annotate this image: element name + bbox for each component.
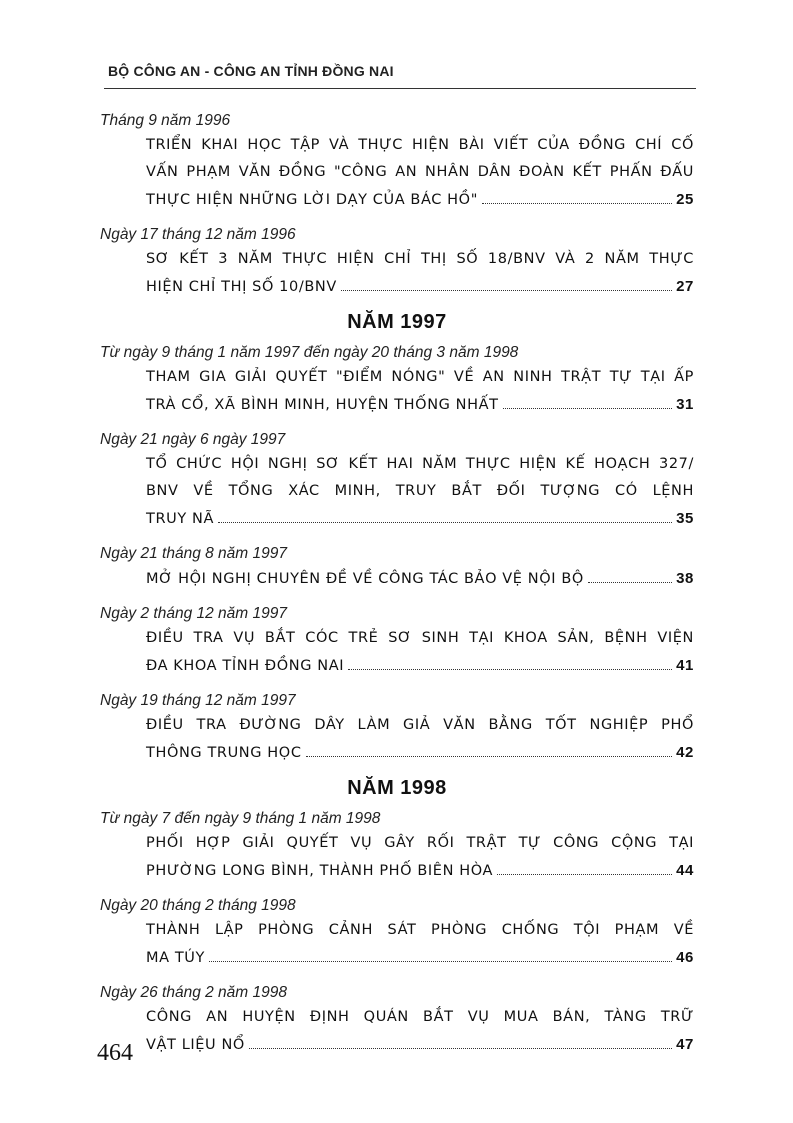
entry-last-line [146, 1031, 694, 1059]
entry-page-number: 31 [676, 396, 694, 413]
entry-date: Ngày 20 tháng 2 tháng 1998 [100, 897, 296, 914]
dot-leader [249, 1048, 672, 1049]
toc-entry[interactable] [100, 982, 694, 1059]
entry-title [146, 246, 694, 301]
toc-entry[interactable] [100, 895, 694, 972]
entry-date: Ngày 2 tháng 12 năm 1997 [100, 605, 287, 622]
entry-title-line: VẤN PHẠM VĂN ĐỒNG "CÔNG AN NHÂN DÂN ĐOÀN KẾT PHẤN ĐẤU [146, 164, 694, 180]
dot-leader [341, 290, 672, 291]
entry-title [146, 917, 694, 972]
entry-date: Tháng 9 năm 1996 [100, 112, 231, 129]
table-of-contents [100, 110, 694, 1069]
entry-title-line: PHƯỜNG LONG BÌNH, THÀNH PHỐ BIÊN HÒA [146, 863, 494, 879]
year-heading: NĂM 1997 [347, 311, 447, 333]
entry-title [146, 451, 694, 533]
entry-date: Ngày 19 tháng 12 năm 1997 [100, 692, 296, 709]
entry-title-line: ĐIỀU TRA ĐƯỜNG DÂY LÀM GIẢ VĂN BẰNG TỐT NGHIỆP PHỔ [146, 717, 694, 733]
entry-date: Ngày 26 tháng 2 năm 1998 [100, 984, 287, 1001]
entry-title-line: SƠ KẾT 3 NĂM THỰC HIỆN CHỈ THỊ SỐ 18/BNV VÀ 2 NĂM THỰC [146, 251, 694, 267]
entry-last-line [146, 273, 694, 301]
entry-last-line [146, 739, 694, 767]
toc-entry[interactable] [100, 342, 694, 419]
entry-date: Từ ngày 9 tháng 1 năm 1997 đến ngày 20 tháng 3 năm 1998 [100, 344, 519, 361]
entry-title-line: TRÀ CỔ, XÃ BÌNH MINH, HUYỆN THỐNG NHẤT [146, 397, 499, 413]
entry-title-line: THAM GIA GIẢI QUYẾT "ĐIỂM NÓNG" VỀ AN NINH TRẬT TỰ TẠI ẤP [146, 369, 694, 385]
entry-title [146, 712, 694, 767]
toc-entry[interactable] [100, 429, 694, 533]
entry-title-line: TRUY NÃ [146, 511, 214, 527]
entry-page-number: 38 [676, 570, 694, 587]
entry-title-line: TRIỂN KHAI HỌC TẬP VÀ THỰC HIỆN BÀI VIẾT CỦA ĐỒNG CHÍ CỐ [146, 137, 694, 153]
entry-page-number: 47 [676, 1036, 694, 1053]
entry-title-line: CÔNG AN HUYỆN ĐỊNH QUÁN BẮT VỤ MUA BÁN, TÀNG TRỮ [146, 1009, 694, 1025]
entry-title [146, 830, 694, 885]
entry-title-line: PHỐI HỢP GIẢI QUYẾT VỤ GÂY RỐI TRẬT TỰ CÔNG CỘNG TẠI [146, 835, 694, 851]
entry-title [146, 1004, 694, 1059]
toc-entry[interactable] [100, 543, 694, 593]
toc-entry[interactable] [100, 690, 694, 767]
entry-title [146, 565, 694, 593]
entry-date: Từ ngày 7 đến ngày 9 tháng 1 năm 1998 [100, 810, 381, 827]
toc-entry[interactable] [100, 110, 694, 214]
header-rule [104, 88, 696, 89]
dot-leader [218, 522, 672, 523]
entry-title-line: ĐA KHOA TỈNH ĐỒNG NAI [146, 658, 345, 674]
entry-title-line: THỰC HIỆN NHỮNG LỜI DẠY CỦA BÁC HỒ" [146, 192, 478, 208]
entry-page-number: 41 [676, 657, 694, 674]
toc-entry[interactable] [100, 808, 694, 885]
entry-last-line [146, 565, 694, 593]
entry-date: Ngày 21 tháng 8 năm 1997 [100, 545, 287, 562]
entry-title-line: THÀNH LẬP PHÒNG CẢNH SÁT PHÒNG CHỐNG TỘI PHẠM VỀ [146, 922, 694, 938]
entry-last-line [146, 857, 694, 885]
entry-page-number: 25 [676, 191, 694, 208]
year-heading: NĂM 1998 [347, 777, 447, 799]
entry-date: Ngày 21 ngày 6 ngày 1997 [100, 431, 286, 448]
page-number: 464 [97, 1040, 133, 1066]
dot-leader [497, 874, 672, 875]
entry-title-line: ĐIỀU TRA VỤ BẮT CÓC TRẺ SƠ SINH TẠI KHOA SẢN, BỆNH VIỆN [146, 630, 694, 646]
toc-entry[interactable] [100, 603, 694, 680]
entry-page-number: 42 [676, 744, 694, 761]
entry-last-line [146, 944, 694, 972]
toc-entry[interactable] [100, 224, 694, 301]
running-header: BỘ CÔNG AN - CÔNG AN TỈNH ĐỒNG NAI [108, 63, 394, 79]
entry-title-line: HIỆN CHỈ THỊ SỐ 10/BNV [146, 279, 337, 295]
entry-title-line: VẬT LIỆU NỔ [146, 1037, 245, 1053]
entry-page-number: 44 [676, 862, 694, 879]
entry-title-line: TỔ CHỨC HỘI NGHỊ SƠ KẾT HAI NĂM THỰC HIỆN KẾ HOẠCH 327/ [146, 456, 694, 472]
entry-title-line: THÔNG TRUNG HỌC [146, 745, 302, 761]
entry-last-line [146, 186, 694, 214]
dot-leader [348, 669, 672, 670]
entry-title [146, 364, 694, 419]
entry-last-line [146, 391, 694, 419]
entry-date: Ngày 17 tháng 12 năm 1996 [100, 226, 296, 243]
entry-title-line: MA TÚY [146, 950, 205, 966]
entry-title [146, 132, 694, 214]
entry-page-number: 46 [676, 949, 694, 966]
entry-title [146, 625, 694, 680]
dot-leader [209, 961, 672, 962]
entry-last-line [146, 652, 694, 680]
dot-leader [503, 408, 672, 409]
dot-leader [306, 756, 673, 757]
entry-title-line: BNV VỀ TỔNG XÁC MINH, TRUY BẮT ĐỐI TƯỢNG CÓ LỆNH [146, 483, 694, 499]
dot-leader [588, 582, 672, 583]
entry-page-number: 35 [676, 510, 694, 527]
entry-title-line: MỞ HỘI NGHỊ CHUYÊN ĐỀ VỀ CÔNG TÁC BẢO VỆ NỘI BỘ [146, 571, 584, 587]
entry-page-number: 27 [676, 278, 694, 295]
entry-last-line [146, 505, 694, 533]
dot-leader [482, 203, 672, 204]
